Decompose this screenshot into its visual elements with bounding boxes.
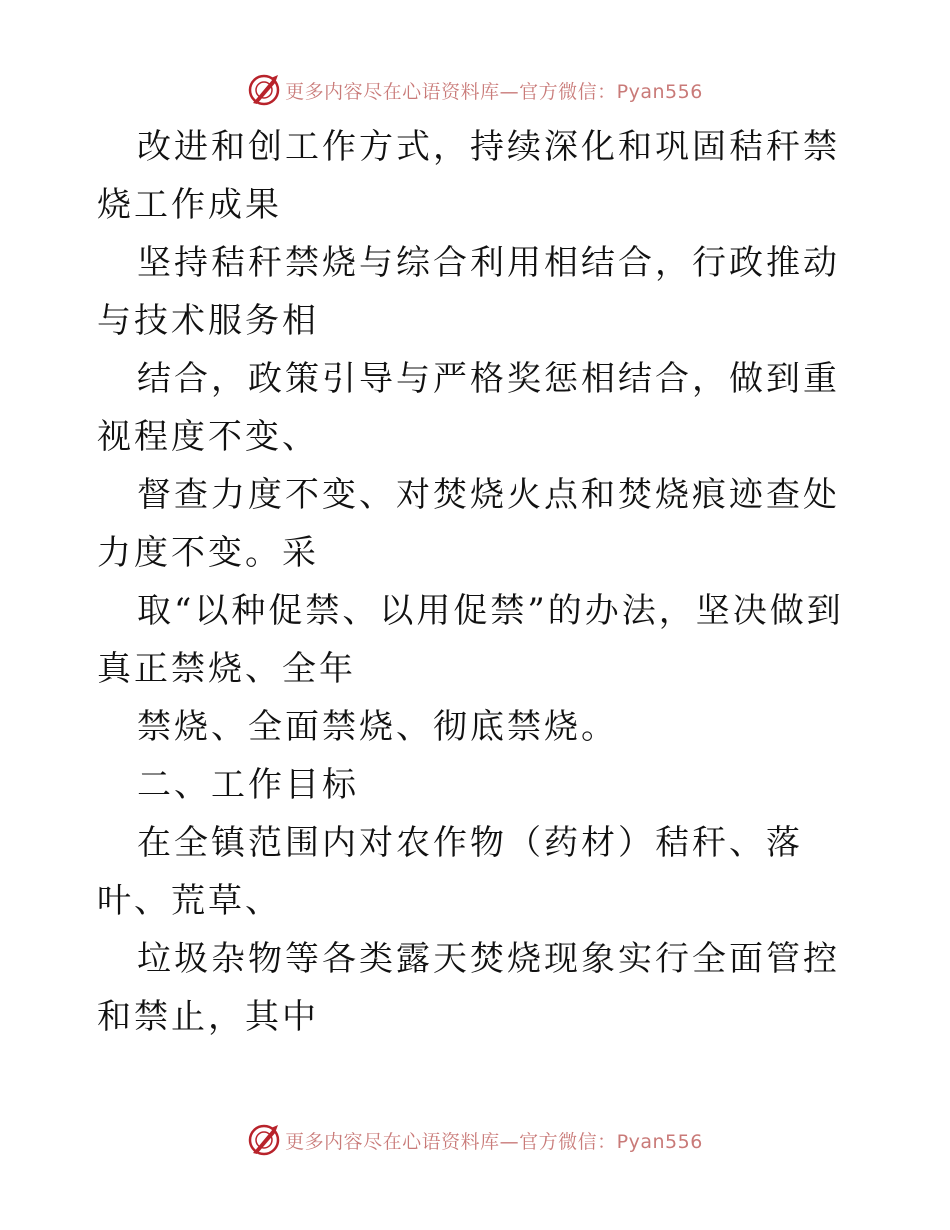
paragraph: 取“以种促禁、以用促禁”的办法，坚决做到真正禁烧、全年 [97,591,844,689]
quill-pen-logo-icon [247,73,281,107]
document-body [97,118,857,1046]
footer-banner-text: 更多内容尽在心语资料库—官方微信：Pyan556 [285,1130,703,1153]
header-banner [0,70,950,110]
footer-banner [0,1120,950,1160]
paragraph: 垃圾杂物等各类露天焚烧现象实行全面管控和禁止，其中 [97,939,840,1037]
paragraph: 在全镇范围内对农作物（药材）秸秆、落叶、荒草、 [97,823,803,921]
header-banner-text: 更多内容尽在心语资料库—官方微信：Pyan556 [285,80,703,103]
paragraph: 禁烧、全面禁烧、彻底禁烧。 [137,707,618,747]
paragraph: 督查力度不变、对焚烧火点和焚烧痕迹查处力度不变。采 [97,475,840,573]
quill-pen-logo-icon [247,1123,281,1157]
paragraph: 坚持秸秆禁烧与综合利用相结合，行政推动与技术服务相 [97,243,840,341]
paragraph: 改进和创工作方式，持续深化和巩固秸秆禁烧工作成果 [97,127,840,225]
paragraph: 结合，政策引导与严格奖惩相结合，做到重视程度不变、 [97,359,840,457]
section-heading: 二、工作目标 [137,765,359,805]
